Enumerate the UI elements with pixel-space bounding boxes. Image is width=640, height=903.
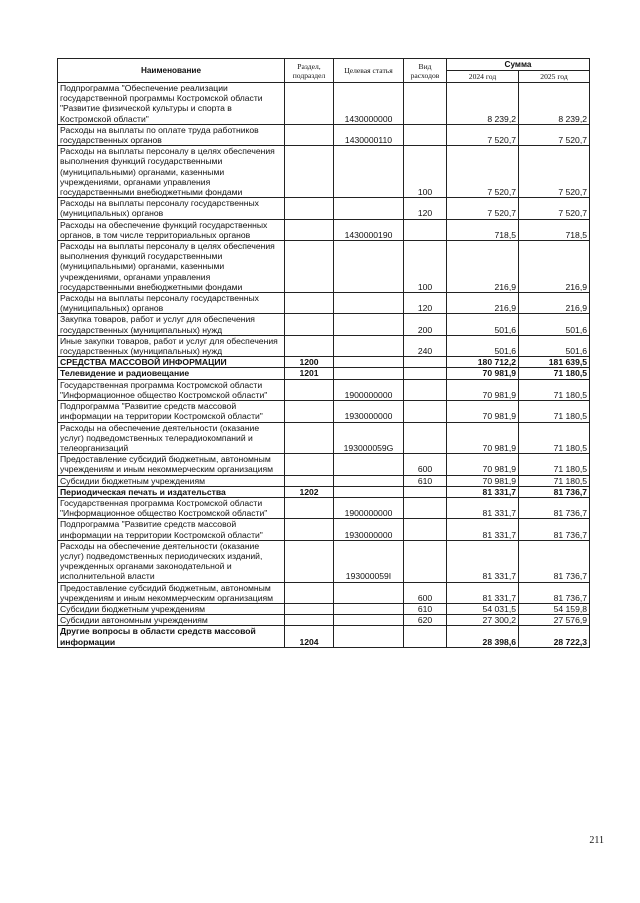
row-name: Предоставление субсидий бюджетным, автономным учреждениям и иным некоммерческим организациям xyxy=(58,582,285,603)
row-sum-2024: 718,5 xyxy=(447,219,519,240)
row-kind xyxy=(404,540,447,582)
row-name: Расходы на обеспечение деятельности (оказание услуг) подведомственных телерадиокомпаний и телеорганизаций xyxy=(58,422,285,454)
row-sum-2024: 7 520,7 xyxy=(447,198,519,219)
table-row xyxy=(58,497,590,518)
row-target xyxy=(334,335,404,356)
table-row xyxy=(58,582,590,603)
table-row xyxy=(58,486,590,497)
row-kind: 240 xyxy=(404,335,447,356)
table-row xyxy=(58,626,590,647)
row-target: 1430000190 xyxy=(334,219,404,240)
row-sum-2025: 8 239,2 xyxy=(519,83,590,125)
row-name: Другие вопросы в области средств массовой информации xyxy=(58,626,285,647)
header-year-2025: 2025 год xyxy=(519,71,590,83)
row-kind: 610 xyxy=(404,475,447,486)
row-target: 1930000000 xyxy=(334,519,404,540)
row-sum-2024: 216,9 xyxy=(447,293,519,314)
row-sum-2024: 216,9 xyxy=(447,241,519,293)
page-number: 211 xyxy=(589,835,604,846)
row-section xyxy=(285,497,334,518)
table-row xyxy=(58,454,590,475)
row-section xyxy=(285,335,334,356)
row-target: 193000059G xyxy=(334,422,404,454)
row-kind xyxy=(404,379,447,400)
row-kind: 120 xyxy=(404,198,447,219)
row-target xyxy=(334,368,404,379)
row-name: Субсидии бюджетным учреждениям xyxy=(58,603,285,614)
row-target xyxy=(334,582,404,603)
row-section xyxy=(285,582,334,603)
row-sum-2024: 70 981,9 xyxy=(447,379,519,400)
row-target xyxy=(334,241,404,293)
row-kind: 600 xyxy=(404,582,447,603)
row-name: Субсидии бюджетным учреждениям xyxy=(58,475,285,486)
row-kind xyxy=(404,497,447,518)
table-row xyxy=(58,379,590,400)
row-sum-2024: 81 331,7 xyxy=(447,519,519,540)
row-target: 1430000110 xyxy=(334,124,404,145)
row-target xyxy=(334,454,404,475)
row-name: Телевидение и радиовещание xyxy=(58,368,285,379)
row-sum-2024: 70 981,9 xyxy=(447,368,519,379)
header-sum: Сумма xyxy=(447,59,590,71)
row-sum-2024: 54 031,5 xyxy=(447,603,519,614)
row-target xyxy=(334,314,404,335)
header-target: Целевая статья xyxy=(334,59,404,83)
table-row xyxy=(58,475,590,486)
row-kind xyxy=(404,357,447,368)
row-sum-2024: 27 300,2 xyxy=(447,615,519,626)
row-kind: 600 xyxy=(404,454,447,475)
row-name: Государственная программа Костромской области "Информационное общество Костромской области" xyxy=(58,379,285,400)
table-row xyxy=(58,540,590,582)
table-row xyxy=(58,219,590,240)
row-name: Расходы на обеспечение деятельности (оказание услуг) подведомственных периодических изданий, учрежденных органами законодательной и исполнительной власти xyxy=(58,540,285,582)
row-section: 1204 xyxy=(285,626,334,647)
row-sum-2025: 81 736,7 xyxy=(519,486,590,497)
row-sum-2025: 501,6 xyxy=(519,335,590,356)
row-sum-2025: 216,9 xyxy=(519,293,590,314)
table-row xyxy=(58,241,590,293)
header-kind: Вид расходов xyxy=(404,59,447,83)
row-name: Расходы на выплаты персоналу государственных (муниципальных) органов xyxy=(58,198,285,219)
table-row xyxy=(58,198,590,219)
row-target xyxy=(334,475,404,486)
row-sum-2025: 28 722,3 xyxy=(519,626,590,647)
row-sum-2024: 70 981,9 xyxy=(447,475,519,486)
table-row xyxy=(58,293,590,314)
row-section xyxy=(285,401,334,422)
row-target xyxy=(334,357,404,368)
row-section: 1201 xyxy=(285,368,334,379)
row-sum-2025: 81 736,7 xyxy=(519,519,590,540)
row-sum-2025: 71 180,5 xyxy=(519,422,590,454)
row-kind: 620 xyxy=(404,615,447,626)
row-target: 1930000000 xyxy=(334,401,404,422)
row-sum-2025: 81 736,7 xyxy=(519,582,590,603)
table-row xyxy=(58,368,590,379)
table-row xyxy=(58,146,590,198)
row-sum-2024: 81 331,7 xyxy=(447,582,519,603)
row-sum-2025: 7 520,7 xyxy=(519,146,590,198)
row-sum-2024: 70 981,9 xyxy=(447,422,519,454)
row-sum-2024: 501,6 xyxy=(447,335,519,356)
row-target xyxy=(334,626,404,647)
header-section: Раздел, подраздел xyxy=(285,59,334,83)
row-kind: 100 xyxy=(404,241,447,293)
header-name: Наименование xyxy=(58,59,285,83)
row-sum-2024: 180 712,2 xyxy=(447,357,519,368)
row-name: СРЕДСТВА МАССОВОЙ ИНФОРМАЦИИ xyxy=(58,357,285,368)
table-row xyxy=(58,83,590,125)
row-kind: 200 xyxy=(404,314,447,335)
row-section xyxy=(285,314,334,335)
row-target xyxy=(334,603,404,614)
row-sum-2024: 8 239,2 xyxy=(447,83,519,125)
row-name: Государственная программа Костромской области "Информационное общество Костромской области" xyxy=(58,497,285,518)
row-sum-2024: 70 981,9 xyxy=(447,401,519,422)
row-section: 1200 xyxy=(285,357,334,368)
row-target xyxy=(334,146,404,198)
row-kind xyxy=(404,83,447,125)
row-name: Расходы на обеспечение функций государственных органов, в том числе территориальных органов xyxy=(58,219,285,240)
row-section xyxy=(285,293,334,314)
row-kind xyxy=(404,124,447,145)
row-target: 1430000000 xyxy=(334,83,404,125)
row-kind: 610 xyxy=(404,603,447,614)
row-name: Закупка товаров, работ и услуг для обеспечения государственных (муниципальных) нужд xyxy=(58,314,285,335)
row-section xyxy=(285,519,334,540)
row-sum-2025: 216,9 xyxy=(519,241,590,293)
row-target xyxy=(334,486,404,497)
row-kind: 100 xyxy=(404,146,447,198)
table-row xyxy=(58,335,590,356)
table-row xyxy=(58,357,590,368)
row-sum-2024: 501,6 xyxy=(447,314,519,335)
row-kind xyxy=(404,401,447,422)
row-sum-2025: 27 576,9 xyxy=(519,615,590,626)
row-sum-2025: 71 180,5 xyxy=(519,454,590,475)
row-section xyxy=(285,124,334,145)
row-section xyxy=(285,615,334,626)
row-target xyxy=(334,198,404,219)
row-section: 1202 xyxy=(285,486,334,497)
header-year-2024: 2024 год xyxy=(447,71,519,83)
row-sum-2025: 81 736,7 xyxy=(519,497,590,518)
row-sum-2025: 501,6 xyxy=(519,314,590,335)
row-sum-2025: 181 639,5 xyxy=(519,357,590,368)
table-row xyxy=(58,603,590,614)
row-kind xyxy=(404,219,447,240)
row-sum-2025: 71 180,5 xyxy=(519,401,590,422)
row-section xyxy=(285,454,334,475)
table-row xyxy=(58,401,590,422)
row-name: Субсидии автономным учреждениям xyxy=(58,615,285,626)
row-target xyxy=(334,293,404,314)
row-sum-2025: 54 159,8 xyxy=(519,603,590,614)
row-target: 1900000000 xyxy=(334,497,404,518)
row-sum-2024: 7 520,7 xyxy=(447,146,519,198)
table-row xyxy=(58,615,590,626)
budget-table xyxy=(57,58,590,648)
row-sum-2025: 718,5 xyxy=(519,219,590,240)
row-sum-2025: 71 180,5 xyxy=(519,368,590,379)
row-section xyxy=(285,83,334,125)
row-sum-2025: 7 520,7 xyxy=(519,198,590,219)
row-target: 1900000000 xyxy=(334,379,404,400)
row-kind: 120 xyxy=(404,293,447,314)
row-name: Иные закупки товаров, работ и услуг для обеспечения государственных (муниципальных) нужд xyxy=(58,335,285,356)
table-row xyxy=(58,124,590,145)
row-name: Расходы на выплаты персоналу в целях обеспечения выполнения функций государственными (муниципальными) органами, казенными учреждениями, органами управления государственными внебюджетными фондами xyxy=(58,146,285,198)
row-sum-2024: 28 398,6 xyxy=(447,626,519,647)
row-name: Подпрограмма "Развитие средств массовой информации на территории Костромской области" xyxy=(58,401,285,422)
row-section xyxy=(285,241,334,293)
row-name: Подпрограмма "Обеспечение реализации государственной программы Костромской области "Развитие физической культуры и спорта в Костромской области" xyxy=(58,83,285,125)
row-sum-2025: 81 736,7 xyxy=(519,540,590,582)
row-section xyxy=(285,219,334,240)
row-kind xyxy=(404,626,447,647)
row-sum-2025: 71 180,5 xyxy=(519,379,590,400)
row-sum-2025: 71 180,5 xyxy=(519,475,590,486)
row-section xyxy=(285,379,334,400)
row-name: Предоставление субсидий бюджетным, автономным учреждениям и иным некоммерческим организациям xyxy=(58,454,285,475)
row-sum-2024: 81 331,7 xyxy=(447,540,519,582)
row-name: Периодическая печать и издательства xyxy=(58,486,285,497)
row-kind xyxy=(404,486,447,497)
row-section xyxy=(285,146,334,198)
row-target xyxy=(334,615,404,626)
row-sum-2024: 7 520,7 xyxy=(447,124,519,145)
row-sum-2024: 70 981,9 xyxy=(447,454,519,475)
table-row xyxy=(58,422,590,454)
row-kind xyxy=(404,422,447,454)
row-sum-2024: 81 331,7 xyxy=(447,497,519,518)
row-section xyxy=(285,422,334,454)
row-section xyxy=(285,198,334,219)
row-section xyxy=(285,475,334,486)
row-name: Расходы на выплаты персоналу в целях обеспечения выполнения функций государственными (муниципальными) органами, казенными учреждениями, органами управления государственными внебюджетными фондами xyxy=(58,241,285,293)
row-section xyxy=(285,540,334,582)
row-sum-2024: 81 331,7 xyxy=(447,486,519,497)
row-kind xyxy=(404,368,447,379)
row-name: Подпрограмма "Развитие средств массовой информации на территории Костромской области" xyxy=(58,519,285,540)
table-row xyxy=(58,314,590,335)
row-sum-2025: 7 520,7 xyxy=(519,124,590,145)
row-section xyxy=(285,603,334,614)
table-row xyxy=(58,519,590,540)
row-name: Расходы на выплаты по оплате труда работников государственных органов xyxy=(58,124,285,145)
row-target: 193000059I xyxy=(334,540,404,582)
row-kind xyxy=(404,519,447,540)
row-name: Расходы на выплаты персоналу государственных (муниципальных) органов xyxy=(58,293,285,314)
